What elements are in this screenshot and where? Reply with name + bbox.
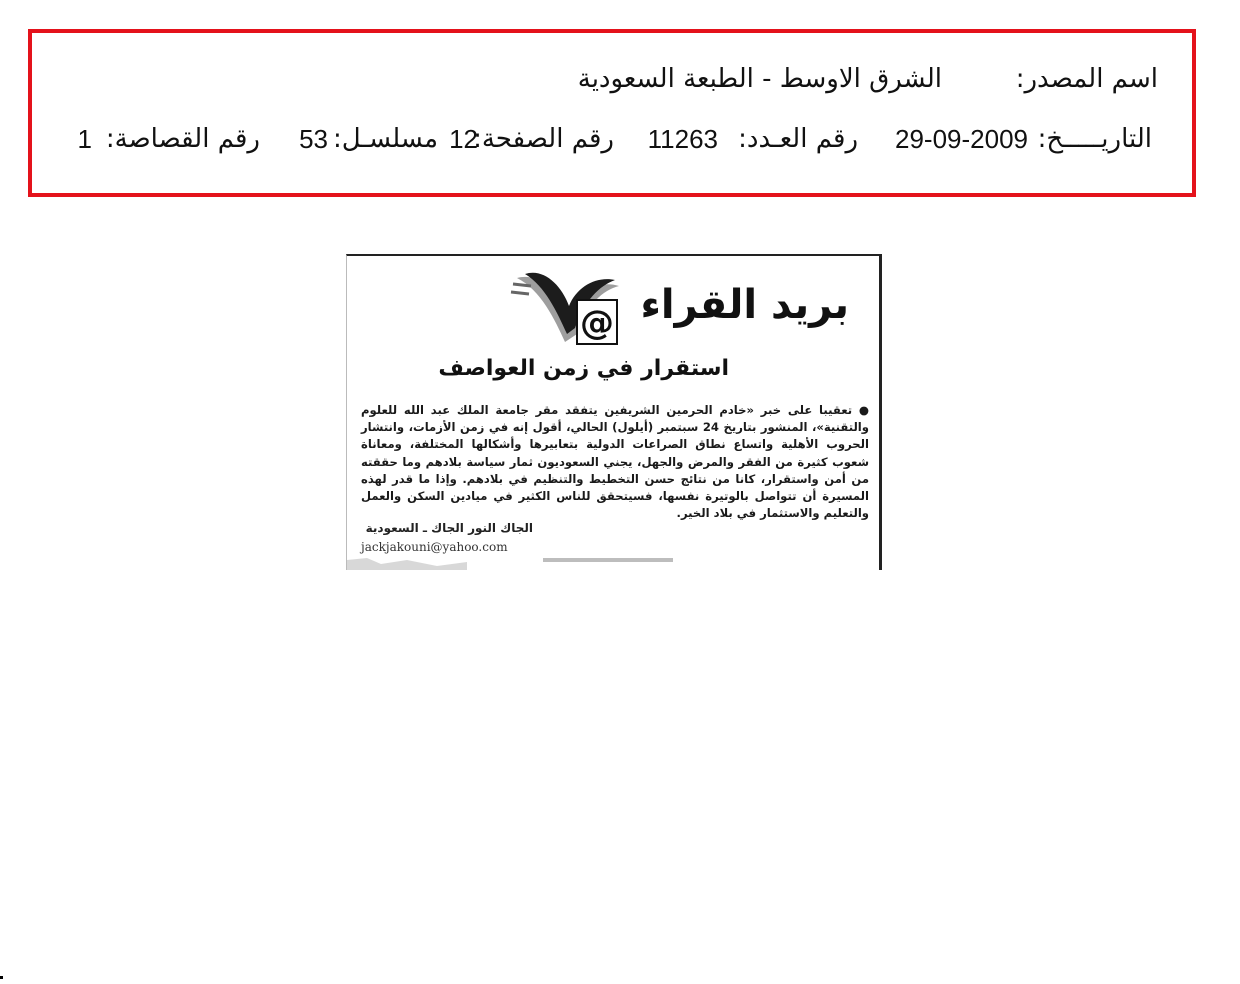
masthead-title: بريد القراء <box>640 282 849 328</box>
serial-value: 53 <box>299 124 328 154</box>
article-author: الجاك النور الجاك ـ السعودية <box>365 521 533 535</box>
article-headline: استقرار في زمن العواصف <box>438 356 729 381</box>
article-body: ● تعقيبا على خبر «خادم الحرمين الشريفين يتفقد مقر جامعة الملك عبد الله للعلوم والتقنية»، المنشور بتاريخ 24 سبتمبر (أيلول) الحالي، أقول إنه في زمن الأزمات، وانتشار الحروب الأهلية واتساع نطاق الصراعات الدولية بتعابيرها وأشكالها المختلفة، ومعاناة شعوب كثيرة من الفقر والمرض والجهل، يجني السعوديون ثمار سياسة بلادهم وما حققته من أمن واستقرار، كانا من نتائج حسن التخطيط والتنظيم في بلادهم. وإذا ما قدر لهذه المسيرة أن تتواصل بالوتيرة نفسها، فسيتحقق للناس الكثير في ميادين السكن والعمل والتعليم والاستثمار في بلاد الخير. <box>361 403 869 521</box>
clip-label: رقم القصاصة: <box>105 124 260 154</box>
page-value: 12 <box>449 124 478 154</box>
corner-mark <box>0 976 3 979</box>
source-info-box <box>28 29 1196 197</box>
source-value: الشرق الاوسط - الطبعة السعودية <box>577 64 942 94</box>
page-label: رقم الصفحة: <box>473 124 614 154</box>
newspaper-clipping <box>346 254 882 570</box>
issue-label: رقم العـدد: <box>738 124 858 154</box>
torn-edge-decoration <box>347 554 467 570</box>
meta-row <box>32 119 1192 159</box>
issue-value: 11263 <box>647 124 718 154</box>
author-email: jackjakouni@yahoo.com <box>361 540 508 554</box>
source-label: اسم المصدر: <box>1015 64 1158 94</box>
clip-value: 1 <box>77 124 92 154</box>
readers-mail-logo-icon <box>507 260 627 350</box>
source-row <box>32 59 1192 99</box>
serial-label: مسلسـل: <box>333 124 438 154</box>
date-label: التاريـــــخ: <box>1037 124 1152 154</box>
date-value: 29-09-2009 <box>895 124 1028 154</box>
separator-rule <box>543 558 673 562</box>
svg-text:@: @ <box>580 303 614 343</box>
